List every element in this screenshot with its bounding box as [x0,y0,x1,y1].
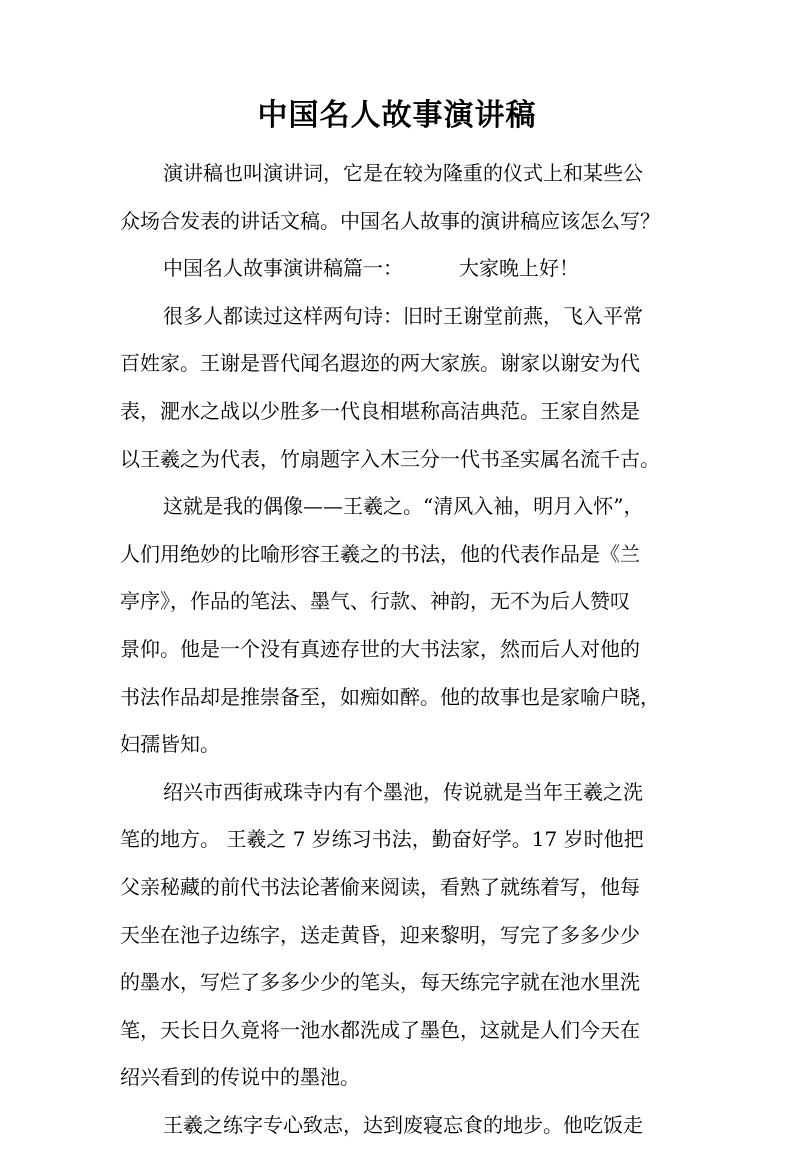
text-line: 演讲稿也叫演讲词，它是在较为隆重的仪式上和某些公 [163,161,643,185]
text-line: 景仰。他是一个没有真迹存世的大书法家，然而后人对他的 [120,636,640,661]
text-line: 绍兴看到的传说中的墨池。 [120,1065,360,1090]
greeting-text: 大家晚上好！ [459,256,579,281]
text-line: 表，淝水之战以少胜多一代良相堪称高洁典范。王家自然是 [120,398,640,423]
text-line: 妇孺皆知。 [120,732,220,757]
text-line: 笔，天长日久竟将一池水都洗成了墨色，这就是人们今天在 [120,1017,640,1042]
text-line: 天坐在池子边练字，送走黄昏，迎来黎明，写完了多多少少 [120,922,640,947]
text-line: 父亲秘藏的前代书法论著偷来阅读，看熟了就练着写，他每 [120,874,640,899]
document-title: 中国名人故事演讲稿 [257,98,537,133]
text-line: 百姓家。王谢是晋代闻名遐迩的两大家族。谢家以谢安为代 [120,351,640,376]
text-line: 以王羲之为代表，竹扇题字入木三分一代书圣实属名流千古。 [120,446,660,471]
text-line: 很多人都读过这样两句诗：旧时王谢堂前燕，飞入平常 [163,303,643,328]
text-line: 书法作品却是推崇备至，如痴如醉。他的故事也是家喻户晓， [120,684,660,709]
text-line: 众场合发表的讲话文稿。中国名人故事的演讲稿应该怎么写？ [120,208,660,233]
document-body [120,150,676,1149]
text-line: 王羲之练字专心致志，达到废寝忘食的地步。他吃饭走 [163,1112,643,1137]
text-line: 的墨水，写烂了多多少少的笔头，每天练完字就在池水里洗 [120,970,640,995]
text-line: 人们用绝妙的比喻形容王羲之的书法，他的代表作品是《兰 [120,541,640,566]
text-line: 笔的地方。 王羲之 7 岁练习书法，勤奋好学。17 岁时他把 [120,827,644,852]
text-line: 绍兴市西街戒珠寺内有个墨池，传说就是当年王羲之洗 [163,779,643,804]
text-line: 亭序》，作品的笔法、墨气、行款、神韵，无不为后人赞叹 [120,589,630,614]
text-line: 这就是我的偶像——王羲之。“清风入袖，明月入怀”， [163,494,644,519]
section-heading: 中国名人故事演讲稿篇一： [163,256,403,281]
greeting-line [120,245,676,293]
